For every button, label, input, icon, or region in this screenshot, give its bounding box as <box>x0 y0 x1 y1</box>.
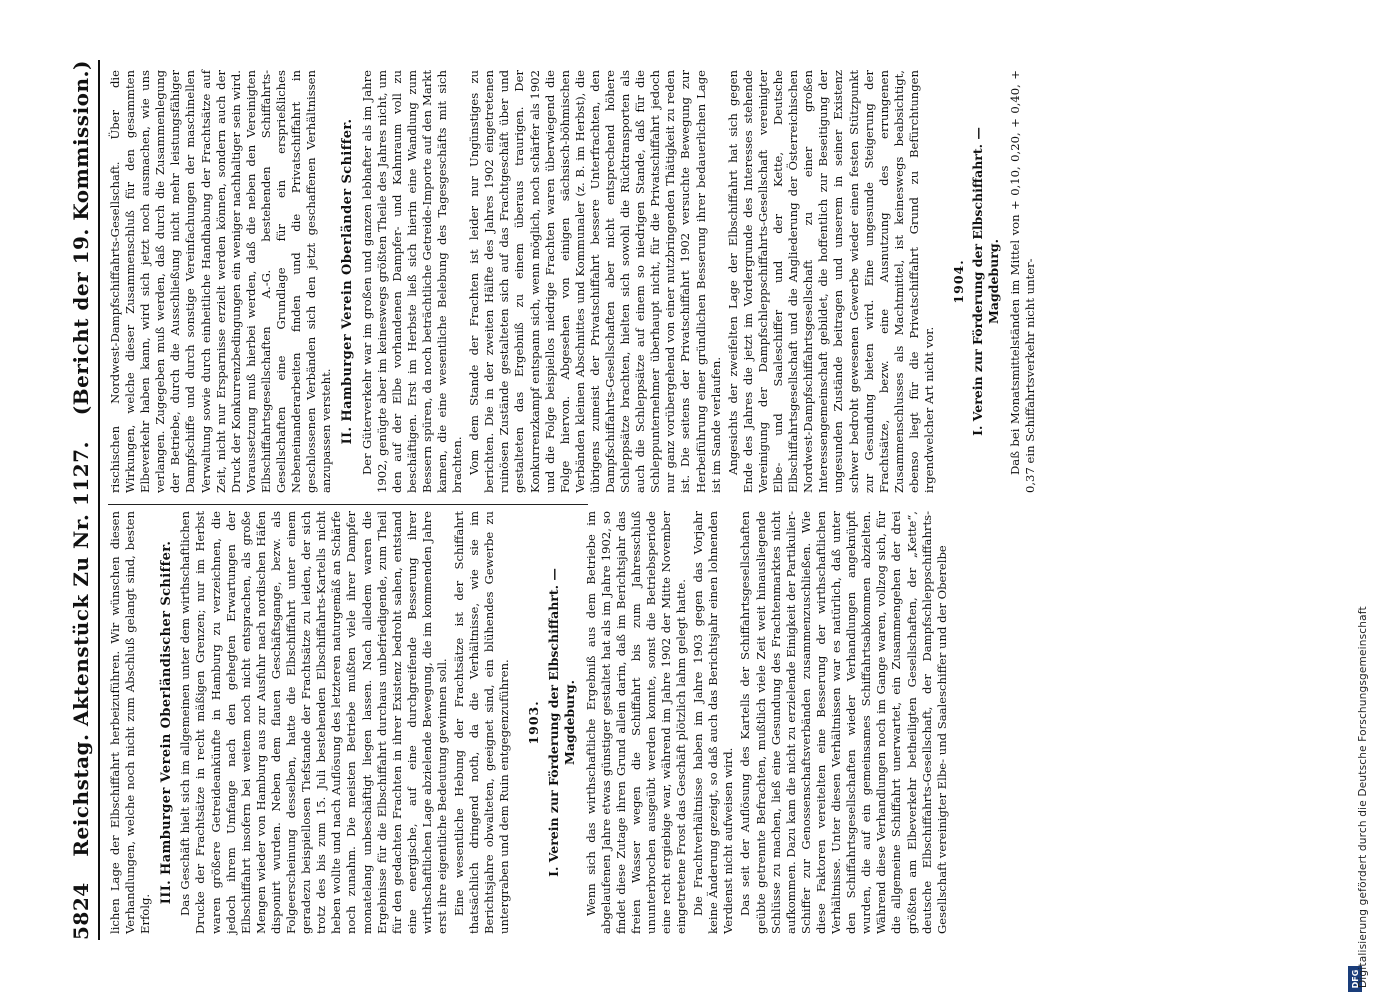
header-title: Reichstag. Aktenstück Zu Nr. 1127. <box>69 441 93 857</box>
paragraph: lichen Lage der Elbschiffahrt herbeizuführen. Wir wünschen diesen Verhandlungen, welche noch nicht zum Abschluß gelangt sind, besten Erfolg. <box>108 511 153 934</box>
paragraph: Daß bei Monatsmittelständen im Mittel von + 0,10, 0,20, + 0,40, + 0,37 ein Schiffahrtsverkehr nicht unter- <box>1008 70 1038 493</box>
paragraph: Eine wesentliche Hebung der Frachtsätze ist der Schiffahrt thatsächlich dringend noth, da die Verhältnisse, wie sie im Berichtsjahre obwalteten, geeignet sind, ein blühendes Gewerbe zu untergraben und dem Ruin entgegenzuführen. <box>452 511 512 934</box>
header-report: (Bericht der 19. Kommission.) <box>69 60 93 416</box>
section-heading: II. Hamburger Verein Oberländer Schiffer. <box>340 118 356 445</box>
page-number: 5824 <box>69 882 93 940</box>
dfg-logo-icon: DFG <box>1348 966 1362 992</box>
section-heading-line: I. Verein zur Förderung der Elbschiffahrt. — <box>970 127 986 436</box>
paragraph: Der Güterverkehr war im großen und ganzen lebhafter als im Jahre 1902, genügte aber im keineswegs größten Theile des Jahres nicht, um den auf der Elbe vorhandenen Dampfer- und Kahnraum voll zu beschäftigen. Erst im Herbste ließ sich hierin eine Wandlung zum Bessern spüren, da noch beträchtliche Getreide-Importe auf den Markt kamen, die eine wesentliche Belebung des Tagesgeschäfts mit sich brachten. <box>359 70 465 493</box>
year-heading: 1904. <box>951 259 967 304</box>
right-column <box>108 70 1040 493</box>
section-heading-line: Magdeburg. <box>561 680 577 765</box>
header-rule <box>98 60 100 940</box>
section-heading: III. Hamburger Verein Oberländischer Schiffer. <box>159 540 175 905</box>
paragraph: Das seit der Auflösung des Kartells der Schiffahrtsgesellschaften geübte getrennte Befrachten, mußtlich viele Zeit weit hinausliegende Schlüsse zu machen, ließ eine Gesundung des Frachtenmarktes nicht aufkommen. Dazu kam die nicht zu erzielende Einigkeit der Partikulier-Schiffer zur Genossenschaftsverbänden zusammenzuschließen. Wie diese Faktoren vereitelten eine Besserung der wirthschaftlichen Verhältnisse. Unter diesen Verhältnissen war es natürlich, daß unter den Schiffahrtsgesellschaften wieder Verhandlungen angeknüpft wurden, die auf ein gemeinsames Schiffahrtsabkommen abzielten. Während diese Verhandlungen noch im Gange waren, vollzog sich, für die allgemeine Schiffahrt unerwartet, ein Zusammengehen der drei größten am Elbeverkehr betheiligten Gesellschaften, der „Kette“, deutsche Elbschiffahrts-Gesellschaft, der Dampfschleppschiffahrts-Gesellschaft vereinigter Elbe- und Saaleschiffer und der Oberelbe <box>738 511 949 934</box>
section-heading-line: I. Verein zur Förderung der Elbschiffahrt. — <box>545 568 561 877</box>
paragraph: Angesichts der zweifelten Lage der Elbschiffahrt hat sich gegen Ende des Jahres die jetzt im Vordergrunde des Interesses stehende Vereinigung der Dampfschleppschiffahrts-Gesellschaft vereinigter Elbe- und Saaleschiffer und der Kette, Deutsche Elbschiffahrtsgesellschaft und die Angliederung der Österreichischen Nordwest-Dampfschiffahrtsgesellschaft zu einer großen Interessengemeinschaft gebildet, die hoffentlich zur Beseitigung der ungesunden Zustände beitragen und unserem in seiner Existenz schwer bedroht gewesenen Gewerbe wieder einen festen Stützpunkt zur Gesundung bieten wird. Eine ungesunde Steigerung der Frachtsätze, bezw. eine Ausnutzung des errungenen Zusammenschlusses als Machtmittel, ist keineswegs beabsichtigt, ebenso liegt für die Privatschiffahrt Grund zu Befürchtungen irgendwelcher Art nicht vor. <box>725 70 936 493</box>
paragraph: Das Geschäft hielt sich im allgemeinen unter dem wirthschaftlichen Drucke der Frachtsätze in recht mäßigen Grenzen; nur im Herbst waren größere Getreideankünfte in Hamburg zu verzeichnen, die jedoch ihrem Umfange nach den gehegten Erwartungen der Elbschiffahrt insofern bei weitem noch nicht entsprachen, als große Mengen wieder von Hamburg aus zur Ausfuhr nach nordischen Häfen disponirt wurden. Neben dem flauen Geschäftsgange, bezw. als Folgeerscheinung desselben, hatte die Elbschiffahrt unter einem geradezu beispiellosen Tiefstande der Frachtsätze zu leiden, der sich trotz des bis zum 15. Juli bestehenden Elbschiffahrts-Kartells nicht heben wollte und nach Auflösung des letzteren naturgemäß an Schärfe noch zunahm. Die meisten Betriebe mußten viele ihrer Dampfer monatelang unbeschäftigt liegen lassen. Nach alledem waren die Ergebnisse für die Elbschiffahrt durchaus unbefriedigende, zum Theil für den gedachten Frachten in ihrer Existenz bedroht sahen, entstand eine energische, auf eine durchgreifende Besserung ihrer wirthschaftlichen Lage abzielende Bewegung, die im kommenden Jahre erst ihre eigentliche Bedeutung gewinnen soll. <box>178 511 449 934</box>
paragraph: rischischen Nordwest-Dampfschiffahrts-Gesellschaft. Über die Wirkungen, welche dieser Zusammenschluß für den gesammten Elbeverkehr haben kann, wird sich jetzt noch ausmachen, wie uns verlangen. Zugegeben muß werden, daß durch die Zusammenlegung der Betriebe, durch die Ausschließung nicht mehr leistungsfähiger Dampfschiffe und durch sonstige Vereinfachungen der maschinellen Verwaltung sowie durch einheitliche Handhabung der Frachtsätze auf Zeit, nicht nur Ersparnisse erzielt werden können, sondern auch der Druck der Konkurrenzbedingungen ein weniger nachhaltiger sein wird. Voraussetzung muß hierbei werden, daß die neben den Vereinigten Elbschiffahrtsgesellschaften A.-G. bestehenden Schiffahrts-Gesellschaften eine Grundlage für ein ersprießliches Nebeneinanderarbeiten finden und die Privatschiffahrt in geschlossenen Verbänden sich den jetzt geschaffenen Verhältnissen anzupassen versteht. <box>108 70 334 493</box>
page-header <box>62 60 100 940</box>
section-heading-line: Magdeburg. <box>986 239 1002 324</box>
paragraph: Die Frachtverhältnisse haben im Jahre 1903 gegen das Vorjahr keine Änderung gezeigt, so daß auch das Berichtsjahr einen lohnenden Verdienst nicht aufweisen wird. <box>691 511 736 934</box>
left-column <box>108 511 952 934</box>
section-heading <box>970 70 1002 493</box>
paragraph: Vom dem Stande der Frachten ist leider nur Ungünstiges zu berichten. Die in der zweiten Hälfte des Jahres 1902 eingetretenen ruinösen Zustände gestalteten sich auf das Frachtgeschäft über und gestalteten das Ergebniß zu einem überaus traurigen. Der Konkurrenzkampf entspann sich, wenn möglich, noch schärfer als 1902 und die Folge beispiellos niedrige Frachten waren überwiegend die Folge hiervon. Abgesehen von einigen sächsisch-böhmischen Verbänden kleinen Abschnittes und Kommunaler (z. B. im Herbst), die übrigens zumeist der Privatschiffahrt bessere Unterfrachten, den Dampfschiffahrts-Gesellschaften aber nicht entsprechend höhere Schleppsätze brachten, hielten sich sowohl die Rücktransporten als auch die Schleppsätze auf einem so niedrigen Stande, daß für die Schleppunternehmer überhaupt nicht, für die Privatschiffahrt jedoch nur ganz vorübergehend von einer nutzbringenden Thätigkeit zu reden ist. Die seitens der Privatschiffahrt 1902 versuchte Bewegung zur Herbeiführung einer gründlichen Besserung ihrer bedauerlichen Lage ist im Sande verlaufen. <box>467 70 723 493</box>
year-heading: 1903. <box>526 700 542 745</box>
section-heading <box>546 511 578 934</box>
digitization-credit: Digitalisierung gefördert durch die Deutsche Forschungsgemeinschaft <box>1357 606 1369 988</box>
column-divider <box>108 504 588 505</box>
paragraph: Wenn sich das wirthschaftliche Ergebniß aus dem Betriebe im abgelaufenen Jahre etwas günstiger gestaltet hat als im Jahre 1902, so findet diese Zutage ihren Grund allein darin, daß im Berichtsjahr das freien Wasser wegen die Schiffahrt bis zum Jahresschluß ununterbrochen ausgeübt werden konnte, sonst die Betriebsperiode eine recht ergiebige war, während im Jahre 1902 der Mitte November eingetretene Frost das Geschäft plötzlich lahm gelegt hatte. <box>583 511 689 934</box>
